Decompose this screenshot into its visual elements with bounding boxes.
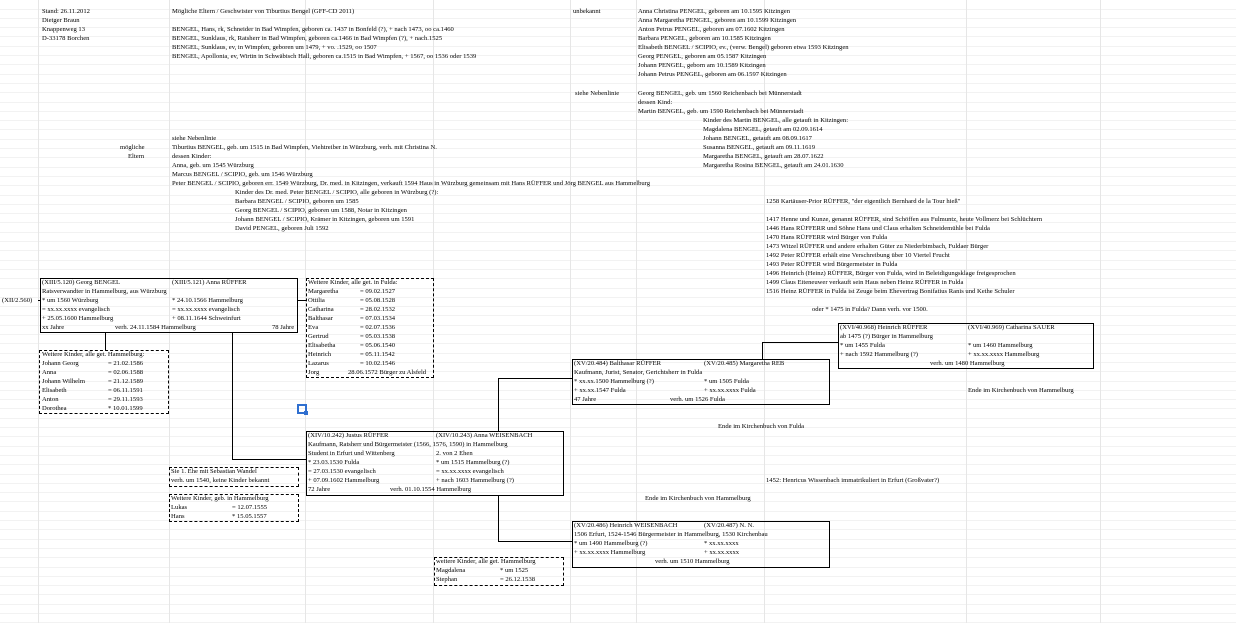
- unknown-line: Anna Christina PENGEL, geboren am 10.1595 Kitzingen: [638, 8, 790, 15]
- possible-parent-line: BENGEL, Hans, rk, Schneider in Bad Wimpfen, geboren ca. 1437 in Bonfeld (?), + nach 1473, oo ca.1460: [172, 26, 454, 33]
- end-hammelburg-mid: Ende im Kirchenbuch von Hammelburg: [645, 495, 751, 502]
- generation-xii-label: (XII/2.560): [2, 297, 33, 304]
- martin-child: Susanna BENGEL, getauft am 09.11.1619: [703, 144, 816, 151]
- unknown-line: Anton Petrus PENGEL, geboren am 07.1602 Kitzingen: [638, 26, 785, 33]
- margaretha-reb-line: + xx.xx.xxxx Fulda: [704, 387, 756, 394]
- ruffer-history-line: 1258 Kartäuser-Prior RÜFFER, "der eigentlich Bernhard de la Tour hieß": [766, 198, 961, 205]
- fulda-child-date: = 02.07.1536: [360, 324, 396, 331]
- anna-ruffer-header: (XIII/5.121) Anna RÜFFER: [172, 279, 247, 286]
- anna-ruffer-age: 78 Jahre: [272, 324, 295, 331]
- first-marriage-line: Sie 1. Ehe mit Sebastian Wandel: [171, 468, 257, 475]
- georg-line: + 25.05.1600 Hammelburg: [42, 315, 114, 322]
- side-line-right-line: dessen Kind:: [638, 99, 673, 106]
- margaretha-reb-header: (XV/20.485) Margaretha REB: [704, 360, 785, 367]
- fill-handle[interactable]: [304, 411, 308, 415]
- possible-parents-title: Mögliche Eltern / Geschwister von Tiburtius Bengel (GFF-CD 2011): [172, 8, 355, 15]
- connector-line: [762, 342, 763, 359]
- connector-line: [105, 333, 106, 350]
- justus-married: verh. 01.10.1554 Hammelburg: [390, 486, 472, 493]
- connector-line: [232, 333, 233, 459]
- fulda-child-date: = 05.06.1540: [360, 342, 396, 349]
- justus-line: 72 Jahre: [308, 486, 331, 493]
- catharina-sauer-header: (XVI/40.969) Catharina SAUER: [968, 324, 1055, 331]
- note-1475: oder * 1475 in Fulda? Dann verh. vor 1500.: [812, 306, 928, 313]
- fulda-child-date: = 10.02.1546: [360, 360, 396, 367]
- justus-line: = 27.03.1530 evangelisch: [308, 468, 376, 475]
- possible-parent-line: BENGEL, Apollonia, ev, Wirtin in Schwäbisch Hall, geboren ca.1515 in Bad Wimpfen, + 1567, oo 1536 oder 1539: [172, 53, 477, 60]
- connector-line: [498, 541, 572, 542]
- justus-line: Student in Erfurt und Wittenberg: [308, 450, 395, 457]
- anna-ruffer-line: * 24.10.1566 Hammelburg: [172, 297, 243, 304]
- heinrich-line: + nach 1592 Hammelburg (?): [840, 351, 918, 358]
- unknown-line: Johann PENGEL, geborn am 10.1589 Kitzingen: [638, 62, 766, 69]
- martin-child: Johann BENGEL, getauft am 08.09.1617: [703, 135, 812, 142]
- unknown-line: Barbara PENGEL, geboren am 10.1585 Kitzingen: [638, 35, 771, 42]
- unknown-line: Georg PENGEL, geboren am 05.1587 Kitzingen: [638, 53, 767, 60]
- fulda-child-date: 28.06.1572 Bürger zu Alsfeld: [348, 369, 427, 376]
- georg-child-name: Anton: [42, 396, 59, 403]
- justus-line: * 23.03.1530 Fulda: [308, 459, 360, 466]
- ruffer-history-line: 1499 Claus Eiteneuwer verkauft sein Haus neben Heinz RÜFFER in Fulda: [766, 279, 964, 286]
- heinrich-line: * um 1455 Fulda: [840, 342, 885, 349]
- author-city: D-33178 Borchen: [42, 35, 90, 42]
- justus-child-name: Hans: [171, 513, 185, 520]
- possible-parent-line: BENGEL, Sunklaus, rk, Ratsherr in Bad Wimpfen, geboren ca.1466 in Bad Wimpfen (?), + nach.1525: [172, 35, 443, 42]
- side-line-left-label: siehe Nebenlinie: [172, 135, 217, 142]
- justus-header: (XIV/10.242) Justus RÜFFER: [308, 432, 389, 439]
- possible-parents-label: mögliche: [120, 144, 145, 151]
- connector-line: [498, 378, 572, 379]
- weisenbach-child-name: Magdalena: [436, 567, 466, 574]
- balthasar-line: * xx.xx.1500 Hammelburg (?): [574, 378, 654, 385]
- side-line-left-line: Peter BENGEL / SCIPIO, geboren err. 1549 Würzburg, Dr. med. in Kitzingen, verkauft 1594 Haus in Würzburg gemeinsam mit Hans RÜFFER und Jörg BENGEL aus Hammelburg: [172, 180, 651, 187]
- anna-ruffer-line: + 08.11.1644 Schweinfurt: [172, 315, 241, 322]
- fulda-child-date: = 05.11.1542: [360, 351, 395, 358]
- end-hammelburg-right: Ende im Kirchenbuch von Hammelburg: [968, 387, 1074, 394]
- connector-line: [498, 496, 499, 541]
- ruffer-history-line: 1496 Heinrich (Heinz) RÜFFER, Bürger von Fulda, wird in Beleidigungsklage freigesprochen: [766, 270, 1016, 277]
- fulda-child-name: Elisabetha: [308, 342, 336, 349]
- peter-child: Georg BENGEL / SCIPIO, geboren um 1588, Notar in Kitzingen: [235, 207, 407, 214]
- martin-child: Margaretha Rosina BENGEL, getauft am 24.01.1630: [703, 162, 844, 169]
- peter-children-title: Kinder des Dr. med. Peter BENGEL / SCIPIO, alle geboren in Würzburg (?):: [235, 189, 439, 196]
- ruffer-history-line: 1446 Hans RÜFFERR und Söhne Hans und Claus erhalten Schneidemühle bei Fulda: [766, 225, 990, 232]
- fulda-child-date: = 05.08.1528: [360, 297, 396, 304]
- possible-parents-label: Eltern: [128, 153, 145, 160]
- unknown-line: Johann Petrus PENGEL, geboren am 06.1597 Kitzingen: [638, 71, 787, 78]
- fulda-child-name: Jorg: [308, 369, 320, 376]
- georg-line: = xx.xx.xxxx evangelisch: [42, 306, 110, 313]
- martin-child: Magdalena BENGEL, getauft am 02.09.1614: [703, 126, 823, 133]
- first-marriage-line: verh. um 1540, keine Kinder bekannt: [171, 477, 270, 484]
- end-fulda: Ende im Kirchenbuch von Fulda: [718, 423, 805, 430]
- georg-child-name: Elisabeth: [42, 387, 67, 394]
- georg-child-name: Anna: [42, 369, 57, 376]
- fulda-child-name: Gertrud: [308, 333, 329, 340]
- martin-child: Margaretha BENGEL, getauft am 28.07.1622: [703, 153, 824, 160]
- justus-child-date: * 15.05.1557: [232, 513, 267, 520]
- martin-children-title: Kinder des Martin BENGEL, alle getauft in Kitzingen:: [703, 117, 849, 124]
- weisenbach-line: 1506 Erfurt, 1524-1546 Bürgermeister in Hammelburg, 1530 Kirchenbau: [574, 531, 768, 538]
- side-line-left-line: dessen Kinder:: [172, 153, 212, 160]
- weisenbach-line: + xx.xx.xxxx Hammelburg: [574, 549, 646, 556]
- unknown-label: unbekannt: [573, 8, 601, 15]
- georg-child-date: = 29.11.1593: [108, 396, 143, 403]
- fulda-child-date: = 05.03.1538: [360, 333, 396, 340]
- georg-line: Ratsverwandter in Hammelburg, aus Würzburg: [42, 288, 167, 295]
- justus-child-date: = 12.07.1555: [232, 504, 268, 511]
- georg-child-name: Johann Georg: [42, 360, 79, 367]
- fulda-child-date: = 07.03.1534: [360, 315, 396, 322]
- anna-weisenbach-line: + nach 1603 Hammelburg (?): [436, 477, 514, 484]
- unknown-line: Anna Margaretha PENGEL, geboren am 10.1599 Kitzingen: [638, 17, 797, 24]
- anna-weisenbach-line: 2. von 2 Ehen: [436, 450, 473, 457]
- fulda-child-name: Heinrich: [308, 351, 332, 358]
- stand-date: Stand: 26.11.2012: [42, 8, 90, 15]
- margaretha-reb-line: * um 1505 Fulda: [704, 378, 749, 385]
- side-line-left-line: Marcus BENGEL / SCIPIO, geb. um 1546 Würzburg: [172, 171, 313, 178]
- catharina-sauer-line: * um 1460 Hammelburg: [968, 342, 1033, 349]
- connector-line: [498, 378, 499, 431]
- fulda-children-title: Weitere Kinder, alle get. in Fulda:: [308, 279, 398, 286]
- balthasar-line: Kaufmann, Jurist, Senator, Gerichtsherr in Fulda: [574, 369, 703, 376]
- justus-child-name: Lukas: [171, 504, 188, 511]
- georg-married: verh. 24.11.1584 Hammelburg: [115, 324, 196, 331]
- justus-line: + 07.09.1602 Hammelburg: [308, 477, 380, 484]
- side-line-right-line: Georg BENGEL, geb. um 1560 Reichenbach bei Münnerstadt: [638, 90, 802, 97]
- justus-line: Kaufmann, Ratsherr und Bürgermeister (1566, 1576, 1590) in Hammelburg: [308, 441, 508, 448]
- balthasar-married: verh. um 1526 Fulda: [670, 396, 725, 403]
- georg-child-name: Johann Wilhelm: [42, 378, 86, 385]
- catharina-sauer-line: + xx.xx.xxxx Hammelburg: [968, 351, 1040, 358]
- fulda-child-name: Balthasar: [308, 315, 333, 322]
- georg-child-name: Dorothea: [42, 405, 67, 412]
- georg-line: * um 1560 Würzburg: [42, 297, 99, 304]
- peter-child: Barbara BENGEL / SCIPIO, geboren um 1585: [235, 198, 359, 205]
- connector-line: [232, 459, 306, 460]
- justus-children-title: Weitere Kinder, geb. in Hammelburg: [171, 495, 269, 502]
- heinrich-line: ab 1475 (?) Bürger in Hammelburg: [840, 333, 933, 340]
- side-line-left-line: Anna, geb. um 1545 Würzburg: [172, 162, 254, 169]
- connector-line: [762, 342, 838, 343]
- georg-child-date: = 06.11.1591: [108, 387, 143, 394]
- peter-child: David PENGEL, geboren Juli 1592: [235, 225, 329, 232]
- balthasar-header: (XV/20.484) Balthasar RÜFFER: [574, 360, 661, 367]
- fulda-child-name: Ottilia: [308, 297, 325, 304]
- nn-header: (XV/20.487) N. N.: [704, 522, 754, 529]
- heinrich-header: (XVI/40.968) Heinrich RÜFFER: [840, 324, 928, 331]
- connector-line: [298, 300, 306, 301]
- anna-weisenbach-line: * um 1515 Hammelburg (?): [436, 459, 510, 466]
- ruffer-history-line: 1493 Peter RÜFFER wird Bürgermeister in Fulda: [766, 261, 898, 268]
- anna-ruffer-line: = xx.xx.xxxx evangelisch: [172, 306, 240, 313]
- ruffer-history-line: 1492 Peter RÜFFER erhält eine Verschreibung über 10 Viertel Frucht: [766, 252, 950, 259]
- fulda-child-date: = 28.02.1532: [360, 306, 396, 313]
- side-line-right-line: Martin BENGEL, geb. um 1590 Reichenbach bei Münnerstadt: [638, 108, 804, 115]
- note-1452: 1452: Henricus Wissenbach immatrikuliert in Erfurt (Großvater?): [766, 477, 940, 484]
- georg-children-title: Weitere Kinder, alle get. Hammelburg:: [42, 351, 145, 358]
- georg-line: xx Jahre: [42, 324, 65, 331]
- nn-line: * xx.xx.xxxx: [704, 540, 739, 547]
- weisenbach-child-date: = 26.12.1538: [500, 576, 536, 583]
- weisenbach-child-name: Stephan: [436, 576, 458, 583]
- possible-parent-line: BENGEL, Sunklaus, ev, in Wimpfen, geboren um 1479, + vo. .1529, oo 1507: [172, 44, 377, 51]
- fulda-child-name: Lazarus: [308, 360, 329, 367]
- fulda-child-date: = 09.02.1527: [360, 288, 396, 295]
- nn-line: + xx.xx.xxxx: [704, 549, 740, 556]
- ruffer-history-line: 1473 Witzel RÜFFER und andere erhalten Güter zu Niederbimbach, Fuldaer Bürger: [766, 243, 989, 250]
- weisenbach-children-title: weitere Kinder, alle get. Hammelburg: [436, 558, 536, 565]
- ruffer-history-line: 1417 Henne und Kunze, genannt RÜFFER, sind Schöffen aus Fulmuntz, heute Vollmerz bei Schlüchtern: [766, 216, 1043, 223]
- author-name: Dietger Braun: [42, 17, 80, 24]
- side-line-right-label: siehe Nebenlinie: [575, 90, 620, 97]
- anna-weisenbach-line: = xx.xx.xxxx evangelisch: [436, 468, 504, 475]
- georg-child-date: = 21.02.1586: [108, 360, 144, 367]
- georg-child-date: = 21.12.1589: [108, 378, 144, 385]
- anna-weisenbach-header: (XIV/10.243) Anna WEISENBACH: [436, 432, 533, 439]
- weisenbach-child-date: * um 1525: [500, 567, 529, 574]
- ruffer-history-line: 1470 Hans RÜFFERR wird Bürger von Fulda: [766, 234, 888, 241]
- heinrich-married: verh. um 1480 Hammelburg: [930, 360, 1005, 367]
- ruffer-history-line: 1516 Heinz RÜFFER in Fulda ist Zeuge beim Ehevertrag Bonifatius Ranis und Kethe Schuler: [766, 288, 1015, 295]
- georg-header: (XIII/5.120) Georg BENGEL: [42, 279, 121, 286]
- side-line-left-line: Tiburtius BENGEL, geb. um 1515 in Bad Wimpfen, Viehtreiber in Würzburg, verh. mit Christina N.: [172, 144, 437, 151]
- balthasar-line: 47 Jahre: [574, 396, 597, 403]
- georg-child-date: = 02.06.1588: [108, 369, 144, 376]
- weisenbach-header: (XV/20.486) Heinrich WEISENBACH: [574, 522, 678, 529]
- balthasar-line: + xx.xx.1547 Fulda: [574, 387, 626, 394]
- fulda-child-name: Margaretha: [308, 288, 339, 295]
- fulda-child-name: Catharina: [308, 306, 334, 313]
- weisenbach-married: verh. um 1510 Hammelburg: [655, 558, 730, 565]
- unknown-line: Elisabeth BENGEL / SCIPIO, ev., (verw. Bengel) geboren etwa 1593 Kitzingen: [638, 44, 849, 51]
- fulda-child-name: Eva: [308, 324, 319, 331]
- weisenbach-line: * um 1490 Hammelburg (?): [574, 540, 648, 547]
- peter-child: Johann BENGEL / SCIPIO, Krämer in Kitzingen, geboren um 1591: [235, 216, 415, 223]
- author-street: Knappenweg 13: [42, 26, 86, 33]
- georg-child-date: * 10.01.1599: [108, 405, 143, 412]
